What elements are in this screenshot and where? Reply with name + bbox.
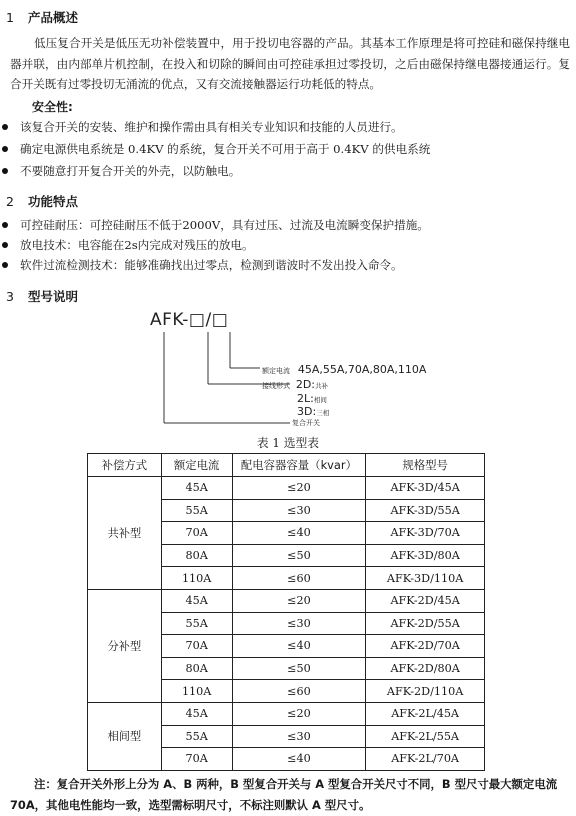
table-row [88,702,485,725]
cell-model: AFK-3D/80A [366,544,485,567]
section-2-heading [6,192,78,210]
cell-capacity: ≤50 [232,544,366,567]
cell-current: 110A [161,567,232,590]
table-row [88,477,485,500]
cell-current: 70A [161,748,232,771]
header-rated-current: 额定电流 [161,454,232,477]
cell-current: 55A [161,612,232,635]
cell-model: AFK-2L/45A [366,702,485,725]
cell-capacity: ≤20 [232,702,366,725]
footnote: 注：复合开关外形上分为 A、B 两种，B 型复合开关与 A 型复合开关尺寸不同，B 型尺寸最大额定电流 70A，其他电性能均一致，选型需标明尺寸，不标注则默认 A 型尺寸。 [10,777,558,812]
wiring-type-3d: 3D:三相 [297,405,330,418]
header-compensation-type: 补偿方式 [88,454,162,477]
cell-capacity: ≤30 [232,612,366,635]
cell-current: 55A [161,725,232,748]
group-name: 分补型 [88,589,162,702]
bullet-icon [2,124,8,130]
cell-capacity: ≤60 [232,567,366,590]
safety-item: 该复合开关的安装、维护和操作需由具有相关专业知识和技能的人员进行。 [2,119,403,135]
selection-table [87,453,485,771]
table-header-row [88,454,485,477]
cell-model: AFK-3D/45A [366,477,485,500]
model-diagram [150,310,450,435]
safety-item: 确定电源供电系统是 0.4KV 的系统，复合开关不可用于高于 0.4KV 的供电系统 [2,141,430,157]
cell-current: 70A [161,635,232,658]
cell-current: 45A [161,702,232,725]
cell-capacity: ≤40 [232,522,366,545]
cell-capacity: ≤40 [232,748,366,771]
header-model-spec: 规格型号 [366,454,485,477]
cell-capacity: ≤20 [232,477,366,500]
section-number: 3 [6,289,14,304]
overview-paragraph: 低压复合开关是低压无功补偿装置中，用于投切电容器的产品。其基本工作原理是将可控硅和磁保持继电器并联，由内部单片机控制，在投入和切除的瞬间由可控硅承担过零投切，之后由磁保持继电器接通运行。复合开关既有过零投切无涌流的优点，又有交流接触器运行功耗低的特点。 [10,36,570,91]
cell-model: AFK-3D/110A [366,567,485,590]
section-3-heading [6,287,78,305]
section-1-heading [6,8,78,26]
cell-capacity: ≤60 [232,680,366,703]
feature-item: 放电技术：电容能在2s内完成对残压的放电。 [2,237,254,253]
cell-current: 45A [161,589,232,612]
cell-capacity: ≤30 [232,499,366,522]
cell-capacity: ≤40 [232,635,366,658]
cell-current: 110A [161,680,232,703]
switch-legend: 复合开关 [292,419,320,427]
section-number: 2 [6,194,14,209]
header-capacitor-capacity: 配电容器容量（kvar） [232,454,366,477]
bullet-icon [2,146,8,152]
safety-item: 不要随意打开复合开关的外壳，以防触电。 [2,163,240,179]
group-name: 相间型 [88,702,162,770]
section-title: 功能特点 [28,194,79,209]
bullet-icon [2,168,8,174]
group-name: 共补型 [88,477,162,590]
safety-heading: 安全性: [32,100,73,114]
cell-model: AFK-2D/70A [366,635,485,658]
rated-current-legend: 额定电流 45A,55A,70A,80A,110A [262,363,427,376]
cell-current: 45A [161,477,232,500]
cell-capacity: ≤20 [232,589,366,612]
cell-current: 55A [161,499,232,522]
bullet-icon [2,222,8,228]
section-number: 1 [6,10,14,25]
wiring-type-legend: 接线形式 2D:共补 [262,378,329,391]
cell-model: AFK-2L/55A [366,725,485,748]
section-title: 产品概述 [28,10,79,25]
cell-model: AFK-2D/55A [366,612,485,635]
bullet-icon [2,242,8,248]
cell-current: 80A [161,544,232,567]
cell-model: AFK-2D/45A [366,589,485,612]
cell-current: 80A [161,657,232,680]
wiring-type-2l: 2L:相间 [297,392,327,405]
bullet-icon [2,262,8,268]
table-row [88,589,485,612]
feature-item: 软件过流检测技术：能够准确找出过零点，检测到谐波时不发出投入命令。 [2,257,403,273]
section-title: 型号说明 [28,289,79,304]
cell-model: AFK-2L/70A [366,748,485,771]
cell-model: AFK-2D/80A [366,657,485,680]
cell-current: 70A [161,522,232,545]
cell-capacity: ≤30 [232,725,366,748]
model-code: AFK-□/□ [150,310,229,330]
cell-model: AFK-2D/110A [366,680,485,703]
cell-model: AFK-3D/70A [366,522,485,545]
cell-model: AFK-3D/55A [366,499,485,522]
cell-capacity: ≤50 [232,657,366,680]
feature-item: 可控硅耐压：可控硅耐压不低于2000V，具有过压、过流及电流瞬变保护措施。 [2,217,429,233]
table-caption: 表 1 选型表 [256,436,320,450]
